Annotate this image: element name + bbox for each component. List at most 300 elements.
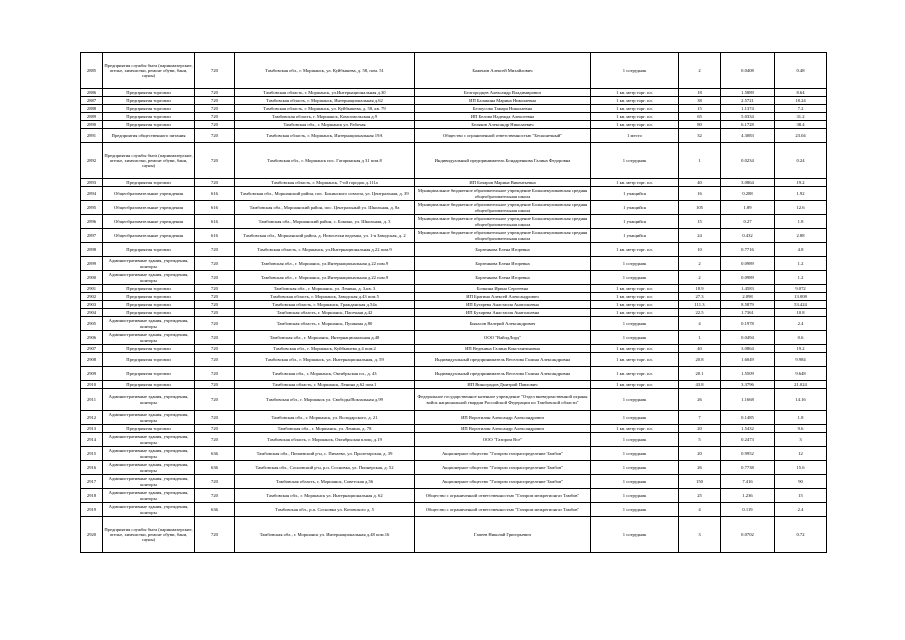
table-cell: Борзенкова Елена Игоревна xyxy=(415,243,591,257)
table-cell: 616 xyxy=(195,201,235,215)
table-row xyxy=(81,293,827,301)
table-cell: Тамбовская область, г. Моршанск, Октябрьская площ. д.19 xyxy=(235,433,415,447)
table-cell: Тамбовская обл., г. Моршанск, ул. Володарского, д. 21 xyxy=(235,411,415,425)
table-cell: 720 xyxy=(195,317,235,331)
table-cell: Общеобразовательные учреждения xyxy=(103,201,195,215)
table-cell: 1.7361 xyxy=(721,309,775,317)
table-cell: 0.48 xyxy=(775,53,827,89)
table-cell: 8.64 xyxy=(775,89,827,97)
table-cell: 25 xyxy=(679,489,721,503)
table-cell: 20.1 xyxy=(679,367,721,381)
table-cell: 1 учащийся xyxy=(591,229,679,243)
table-cell: Тамбовская обл., Моршанский район, с. Бокино, ул. Школьная, д. 3 xyxy=(235,215,415,229)
table-cell: 2917 xyxy=(81,475,103,489)
table-cell: 0.7738 xyxy=(721,461,775,475)
table-cell: Предприятия торговли xyxy=(103,285,195,293)
table-cell: 1 xyxy=(679,331,721,345)
table-cell: 1.5889 xyxy=(721,89,775,97)
table-cell: 720 xyxy=(195,411,235,425)
table-cell: 0.7716 xyxy=(721,243,775,257)
table-cell: 1 сотрудник xyxy=(591,433,679,447)
table-cell: 1 сотрудник xyxy=(591,411,679,425)
table-cell: 1 кв. метр торг. пл. xyxy=(591,89,679,97)
table-cell: 4 xyxy=(679,503,721,517)
table-cell: 0.72 xyxy=(775,517,827,553)
table-cell: Общеобразовательные учреждения xyxy=(103,187,195,201)
table-cell: 2887 xyxy=(81,97,103,105)
table-cell: 1.1668 xyxy=(721,389,775,411)
table-cell: 1 кв. метр торг. пл. xyxy=(591,179,679,187)
table-cell: 27.3 xyxy=(679,293,721,301)
table-cell: 9.072 xyxy=(775,285,827,293)
table-cell: Тамбовская обл., г. Моршанск ул. Интернациональная д. 62 xyxy=(235,489,415,503)
table-cell: 12.6 xyxy=(775,201,827,215)
table-cell: Предприятия службы быта (парикмахерские, ателье, химчистки, ремонт обуви, бани, сауны) xyxy=(103,53,195,89)
table-cell: 19.2 xyxy=(775,179,827,187)
table-cell: 1.5509 xyxy=(721,367,775,381)
table-cell: Предприятия службы быта (парикмахерские, ателье, химчистки, ремонт обуви, бани, сауны) xyxy=(103,143,195,179)
table-cell: 0.2473 xyxy=(721,433,775,447)
table-cell: 1 кв. метр торг. пл. xyxy=(591,367,679,381)
table-cell: ИП Воротилин Александр Александрович xyxy=(415,425,591,433)
table-cell: Тамбовская область, г. Моршанск, ул. Куйбышева, д. 58, кв. 79 xyxy=(235,105,415,113)
table-cell: Тамбовская область, г. Моршанск, Советская д.56 xyxy=(235,475,415,489)
table-cell: 720 xyxy=(195,367,235,381)
table-cell: Тамбовская область, г. Моршанск, Пасечная д.42 xyxy=(235,309,415,317)
table-cell: 720 xyxy=(195,345,235,353)
table-cell: 2889 xyxy=(81,113,103,121)
table-cell: Индивидуальный предприниматель Веселова Галина Александровна xyxy=(415,367,591,381)
table-cell: 1.8 xyxy=(775,411,827,425)
table-cell: 1.4583 xyxy=(721,285,775,293)
table-cell: 40 xyxy=(679,179,721,187)
table-row xyxy=(81,503,827,517)
table-cell: 0.0702 xyxy=(721,517,775,553)
table-cell: 1 кв. метр торг. пл. xyxy=(591,285,679,293)
table-cell: 720 xyxy=(195,331,235,345)
table-cell: 1 сотрудник xyxy=(591,271,679,285)
table-cell: 2920 xyxy=(81,517,103,553)
table-row xyxy=(81,489,827,503)
table-row xyxy=(81,179,827,187)
table-cell: 1 учащийся xyxy=(591,215,679,229)
table-cell: 1 учащийся xyxy=(591,201,679,215)
table-row xyxy=(81,433,827,447)
table-cell: 1 кв. метр торг. пл. xyxy=(591,353,679,367)
table-cell: Предприятия торговли xyxy=(103,179,195,187)
table-cell: 18 xyxy=(679,89,721,97)
table-cell: Муниципальное бюджетное образовательное учреждение Большекуликовская средняя общеобразовательная школа xyxy=(415,187,591,201)
table-cell: Тамбовская область, г. Моршанск, Интернациональная д.62 xyxy=(235,97,415,105)
table-cell: 12 xyxy=(775,447,827,461)
table-cell: 15 xyxy=(775,489,827,503)
table-cell: 2910 xyxy=(81,381,103,389)
table-cell: 1 место xyxy=(591,129,679,143)
table-cell: 1 кв. метр торг. пл. xyxy=(591,121,679,129)
table-cell: 3 xyxy=(679,517,721,553)
table-cell: Предприятия торговли xyxy=(103,367,195,381)
table-row xyxy=(81,187,827,201)
table-cell: 1 кв. метр торг. пл. xyxy=(591,293,679,301)
table-cell: Беляков Александр Николаевич xyxy=(415,121,591,129)
table-cell: 720 xyxy=(195,179,235,187)
table-row xyxy=(81,461,827,475)
table-cell: 0.0494 xyxy=(721,331,775,345)
table-cell: 2909 xyxy=(81,367,103,381)
table-cell: 0.1978 xyxy=(721,317,775,331)
table-cell: Акционерное общество "Газпром газораспределение Тамбов" xyxy=(415,447,591,461)
table-cell: Административные здания, учреждения, конторы xyxy=(103,433,195,447)
table-cell: 0.0234 xyxy=(721,143,775,179)
table-cell: 9.648 xyxy=(775,367,827,381)
table-cell: 616 xyxy=(195,187,235,201)
table-cell: 20 xyxy=(679,447,721,461)
table-cell: 3 xyxy=(775,433,827,447)
table-cell: 1.2 xyxy=(775,271,827,285)
table-cell: 2886 xyxy=(81,89,103,97)
table-cell: Тамбовская область, г. Моршанск, Пушкина д.80 xyxy=(235,317,415,331)
table-cell: Предприятия торговли xyxy=(103,121,195,129)
table-cell: Тамбовская обл., г. Моршанск, ул.Интернациональная д.22 пом.9 xyxy=(235,257,415,271)
table-row xyxy=(81,53,827,89)
table-cell: Предприятия службы быта (парикмахерские, ателье, химчистки, ремонт обуви, бани, сауны) xyxy=(103,517,195,553)
table-cell: 1 сотрудник xyxy=(591,503,679,517)
table-row xyxy=(81,317,827,331)
table-cell: 0.288 xyxy=(721,187,775,201)
spreadsheet-page xyxy=(80,52,826,553)
table-cell: 1 кв. метр торг. пл. xyxy=(591,381,679,389)
table-cell: 53.424 xyxy=(775,301,827,309)
table-cell: Тамбовская область, г. Моршанск, Заводская д.43 пом.5 xyxy=(235,293,415,301)
table-cell: 1.6049 xyxy=(721,353,775,367)
table-cell: Предприятия торговли xyxy=(103,381,195,389)
table-cell: 720 xyxy=(195,489,235,503)
table-cell: 6.1728 xyxy=(721,121,775,129)
table-cell: 16 xyxy=(679,187,721,201)
table-cell: 720 xyxy=(195,89,235,97)
table-cell: 720 xyxy=(195,433,235,447)
table-cell: Тамбовская область, г. Моршанск, 7-ой городок д.111а xyxy=(235,179,415,187)
table-cell: Тамбовская область, г. Моршанск, Комсомольская д.9 xyxy=(235,113,415,121)
table-cell: 2907 xyxy=(81,345,103,353)
table-cell: 10 xyxy=(679,243,721,257)
table-cell: 1 сотрудник xyxy=(591,517,679,553)
table-cell: 2904 xyxy=(81,309,103,317)
table-cell: Муниципальное бюджетное образовательное учреждение Большекуликовская средняя общеобразовательная школа xyxy=(415,215,591,229)
table-cell: Тамбовская обл., г. Моршанск, ул. Куйбышева, д. 58, пом. 51 xyxy=(235,53,415,89)
table-cell: 2914 xyxy=(81,433,103,447)
table-cell: 4 xyxy=(679,317,721,331)
table-cell: 5 xyxy=(679,433,721,447)
table-cell: Муниципальное бюджетное образовательное учреждение Большекуликовская средняя общеобразовательная школа xyxy=(415,201,591,215)
table-cell: 150 xyxy=(679,475,721,489)
table-cell: 14.16 xyxy=(775,389,827,411)
table-cell: Бочкина Ирина Сергеевна xyxy=(415,285,591,293)
table-cell: 1 кв. метр торг. пл. xyxy=(591,301,679,309)
table-cell: ИП Брагина Алексей Александрович xyxy=(415,293,591,301)
table-cell: 2912 xyxy=(81,411,103,425)
table-cell: 720 xyxy=(195,389,235,411)
table-cell: 720 xyxy=(195,285,235,293)
table-cell: Общество с ограниченной ответственностью "Газпром межрегионгаз Тамбов" xyxy=(415,503,591,517)
table-cell: 720 xyxy=(195,257,235,271)
table-cell: 4.3083 xyxy=(721,129,775,143)
table-cell: 1 сотрудник xyxy=(591,143,679,179)
table-cell: Тамбовская обл., г. Моршанск, ул.Интернациональная д.22 пом.9 xyxy=(235,271,415,285)
table-cell: 2.88 xyxy=(775,229,827,243)
table-cell: 26 xyxy=(679,461,721,475)
table-row xyxy=(81,425,827,433)
table-cell: 1 сотрудник xyxy=(591,489,679,503)
table-cell: 1.2 xyxy=(775,257,827,271)
table-cell: Общество с ограниченной ответственностью "Бесконечный" xyxy=(415,129,591,143)
table-cell: 2905 xyxy=(81,317,103,331)
table-row xyxy=(81,105,827,113)
table-row xyxy=(81,475,827,489)
table-cell: ИП Бухарева Анастасия Анатольевна xyxy=(415,309,591,317)
table-cell: 1 кв. метр торг. пл. xyxy=(591,113,679,121)
table-cell: 111.3 xyxy=(679,301,721,309)
table-cell: 80 xyxy=(679,121,721,129)
table-body xyxy=(81,53,827,553)
table-cell: 1 кв. метр торг. пл. xyxy=(591,243,679,257)
table-cell: Белгородцев Александр Владимирович xyxy=(415,89,591,97)
table-cell: 0.0989 xyxy=(721,257,775,271)
table-cell: Тамбовская обл., Пичаевский р-н, с. Пичаево, ул. Пролетарская, д. 39 xyxy=(235,447,415,461)
table-cell: Тамбовская обл., г. Моршанск, ул. Ленина, д. 78 xyxy=(235,425,415,433)
table-cell: 2885 xyxy=(81,53,103,89)
table-cell: 720 xyxy=(195,293,235,301)
table-cell: 2913 xyxy=(81,425,103,433)
table-cell: Тамбовская обл., г. Моршанск, ул. Интернациональная, д. 59 xyxy=(235,353,415,367)
table-cell: 720 xyxy=(195,271,235,285)
table-cell: Административные здания, учреждения, конторы xyxy=(103,489,195,503)
table-cell: 0.119 xyxy=(721,503,775,517)
table-cell: Общество с ограниченной ответственностью "Газпром межрегионгаз Тамбов" xyxy=(415,489,591,503)
table-cell: 105 xyxy=(679,201,721,215)
table-cell: 3.0864 xyxy=(721,179,775,187)
table-row xyxy=(81,113,827,121)
table-cell: Административные здания, учреждения, конторы xyxy=(103,503,195,517)
table-cell: Тамбовская обл., Моршанский район, пос. Центральный ул. Школьная, д. 8а xyxy=(235,201,415,215)
table-cell: ИП Виноградов Дмитрий Павлович xyxy=(415,381,591,389)
table-cell: 10.8 xyxy=(775,309,827,317)
table-cell: 38 xyxy=(679,97,721,105)
table-cell: 18.9 xyxy=(679,285,721,293)
table-cell: 1 кв. метр торг. пл. xyxy=(591,309,679,317)
table-cell: 0.6 xyxy=(775,331,827,345)
table-row xyxy=(81,389,827,411)
table-cell: 9.6 xyxy=(775,425,827,433)
table-cell: Тамбовская обл., Моршанский район, д. Новоселки ведомка, ул. 1-я Заводская, д. 2 xyxy=(235,229,415,243)
table-cell: Общеобразовательные учреждения xyxy=(103,215,195,229)
table-cell: 0.1485 xyxy=(721,411,775,425)
table-cell: ИП Белова Надежда Алексеевна xyxy=(415,113,591,121)
table-cell: 21.024 xyxy=(775,381,827,389)
table-cell: 38.4 xyxy=(775,121,827,129)
table-cell: 7.2 xyxy=(775,105,827,113)
table-cell: 2896 xyxy=(81,215,103,229)
table-cell: Акционерное общество "Газпром газораспределение Тамбов" xyxy=(415,461,591,475)
table-cell: Баженов Алексей Михайлович xyxy=(415,53,591,89)
table-cell: 2915 xyxy=(81,447,103,461)
table-cell: 0.9952 xyxy=(721,447,775,461)
table-row xyxy=(81,271,827,285)
table-cell: ИП Бочаров Марина Викентьевна xyxy=(415,179,591,187)
table-cell: ИП Бугарева Анастасия Анатольевна xyxy=(415,301,591,309)
table-cell: 720 xyxy=(195,143,235,179)
table-cell: 20.8 xyxy=(679,353,721,367)
table-cell: Предприятия торговли xyxy=(103,353,195,367)
table-cell: 22.5 xyxy=(679,309,721,317)
table-cell: 720 xyxy=(195,97,235,105)
table-cell: 720 xyxy=(195,121,235,129)
table-row xyxy=(81,229,827,243)
table-row xyxy=(81,381,827,389)
table-cell: 1 учащийся xyxy=(591,187,679,201)
table-cell: Предприятия общественного питания xyxy=(103,129,195,143)
table-cell: Административные здания, учреждения, конторы xyxy=(103,317,195,331)
table-cell: 20 xyxy=(679,425,721,433)
table-cell: 1 сотрудник xyxy=(591,53,679,89)
table-cell: 9.984 xyxy=(775,353,827,367)
table-cell: Предприятия торговли xyxy=(103,301,195,309)
table-cell: Федеральное государственное казенное учреждение "Отдел вневедомственной охраны войск национальной гвардии Российской Федерации по Тамбовской области" xyxy=(415,389,591,411)
table-cell: 1.236 xyxy=(721,489,775,503)
table-cell: Быкасов Валерий Александрович xyxy=(415,317,591,331)
table-row xyxy=(81,243,827,257)
table-cell: 2901 xyxy=(81,285,103,293)
table-cell: 0.0408 xyxy=(721,53,775,89)
table-cell: Тамбовская область, г. Моршанск, Интернациональная 19А xyxy=(235,129,415,143)
table-cell: Предприятия торговли xyxy=(103,243,195,257)
table-row xyxy=(81,257,827,271)
table-cell: 1 кв. метр торг. пл. xyxy=(591,97,679,105)
table-cell: Предприятия торговли xyxy=(103,345,195,353)
table-cell: 15.6 xyxy=(775,461,827,475)
table-cell: ИП Воротилин Александр Александрович xyxy=(415,411,591,425)
table-cell: 1.5432 xyxy=(721,425,775,433)
table-cell: 720 xyxy=(195,425,235,433)
table-cell: Предприятия торговли xyxy=(103,105,195,113)
table-cell: Предприятия торговли xyxy=(103,293,195,301)
table-cell: 7.416 xyxy=(721,475,775,489)
table-row xyxy=(81,345,827,353)
table-cell: Предприятия торговли xyxy=(103,309,195,317)
table-cell: 2894 xyxy=(81,187,103,201)
table-cell: ИП Балакина Марина Николаевна xyxy=(415,97,591,105)
table-cell: Административные здания, учреждения, конторы xyxy=(103,271,195,285)
table-cell: 2898 xyxy=(81,243,103,257)
table-cell: 720 xyxy=(195,113,235,121)
table-cell: 15 xyxy=(679,215,721,229)
table-cell: Гапеев Николай Григорьевич xyxy=(415,517,591,553)
table-row xyxy=(81,129,827,143)
table-cell: 2.4 xyxy=(775,317,827,331)
table-row xyxy=(81,285,827,293)
table-cell: 1 сотрудник xyxy=(591,331,679,345)
table-cell: 90 xyxy=(775,475,827,489)
table-cell: Предприятия торговли xyxy=(103,89,195,97)
table-cell: 2890 xyxy=(81,121,103,129)
table-row xyxy=(81,411,827,425)
waste-norms-table xyxy=(80,52,827,553)
table-cell: 720 xyxy=(195,129,235,143)
table-cell: 1 сотрудник xyxy=(591,461,679,475)
table-cell: 720 xyxy=(195,381,235,389)
table-cell: Общеобразовательные учреждения xyxy=(103,229,195,243)
table-cell: Административные здания, учреждения, конторы xyxy=(103,475,195,489)
table-cell: 2.5721 xyxy=(721,97,775,105)
table-cell: Тамбовская область, г. Моршанск, ул.Интернациональная д.22 пом.9 xyxy=(235,243,415,257)
table-cell: 1.1374 xyxy=(721,105,775,113)
table-cell: 2908 xyxy=(81,353,103,367)
table-cell: 720 xyxy=(195,309,235,317)
table-cell: Тамбовская обл., г. Моршанск пос. Гагаринская д 31 пом.8 xyxy=(235,143,415,179)
table-cell: 0.432 xyxy=(721,229,775,243)
table-row xyxy=(81,367,827,381)
table-cell: 2892 xyxy=(81,143,103,179)
table-cell: Предприятия торговли xyxy=(103,113,195,121)
table-cell: 19.2 xyxy=(775,345,827,353)
table-cell: Тамбовская обл., г. Моршанск ул. Рабочая xyxy=(235,121,415,129)
table-cell: 2906 xyxy=(81,331,103,345)
table-cell: Административные здания, учреждения, конторы xyxy=(103,257,195,271)
table-cell: 2916 xyxy=(81,461,103,475)
table-cell: 4.8 xyxy=(775,243,827,257)
table-cell: 43.8 xyxy=(679,381,721,389)
table-cell: 26 xyxy=(679,389,721,411)
table-row xyxy=(81,517,827,553)
table-cell: 2895 xyxy=(81,201,103,215)
table-cell: Предприятия торговли xyxy=(103,425,195,433)
table-row xyxy=(81,447,827,461)
table-cell: Муниципальное бюджетное образовательное учреждение Большекуликовская средняя общеобразовательная школа xyxy=(415,229,591,243)
table-cell: 2900 xyxy=(81,271,103,285)
table-cell: 2.4 xyxy=(775,503,827,517)
table-cell: 3.0864 xyxy=(721,345,775,353)
table-cell: Тамбовская обл., г. Моршанск, Октябрьская пл., д. 43 xyxy=(235,367,415,381)
table-cell: 2902 xyxy=(81,293,103,301)
table-cell: 0.27 xyxy=(721,215,775,229)
table-cell: Тамбовская область, г. Моршанск, ул.Интернациональная д.30 xyxy=(235,89,415,97)
table-cell: 1 сотрудник xyxy=(591,257,679,271)
table-cell: Тамбовская обл., р.п. Сосновка ул. Котовского д. 5 xyxy=(235,503,415,517)
table-cell: 2888 xyxy=(81,105,103,113)
table-cell: 2 xyxy=(679,257,721,271)
table-cell: Тамбовская область, г. Моршанск, Гражданская д.54а xyxy=(235,301,415,309)
table-cell: Акционерное общество "Газпром газораспределение Тамбов" xyxy=(415,475,591,489)
table-cell: 636 xyxy=(195,447,235,461)
table-cell: Административные здания, учреждения, конторы xyxy=(103,447,195,461)
table-cell: Тамбовская обл., Сосновский р-н, р.п. Сосновка, ул. Пионерская, д. 52 xyxy=(235,461,415,475)
table-cell: Борзенкова Елена Игоревна xyxy=(415,271,591,285)
table-cell: 1 кв. метр торг. пл. xyxy=(591,425,679,433)
table-cell: 2893 xyxy=(81,179,103,187)
table-cell: 2903 xyxy=(81,301,103,309)
table-cell: 1.92 xyxy=(775,187,827,201)
table-cell: Тамбовская область, г. Моршанск, Ленина д.62 пом.1 xyxy=(235,381,415,389)
table-cell: Белоусова Тамара Николаевна xyxy=(415,105,591,113)
table-row xyxy=(81,331,827,345)
table-row xyxy=(81,89,827,97)
table-cell: 1 сотрудник xyxy=(591,317,679,331)
table-cell: 616 xyxy=(195,215,235,229)
table-cell: 3.3796 xyxy=(721,381,775,389)
table-cell: 1 сотрудник xyxy=(591,389,679,411)
table-cell: Административные здания, учреждения, конторы xyxy=(103,411,195,425)
table-cell: 1 сотрудник xyxy=(591,447,679,461)
